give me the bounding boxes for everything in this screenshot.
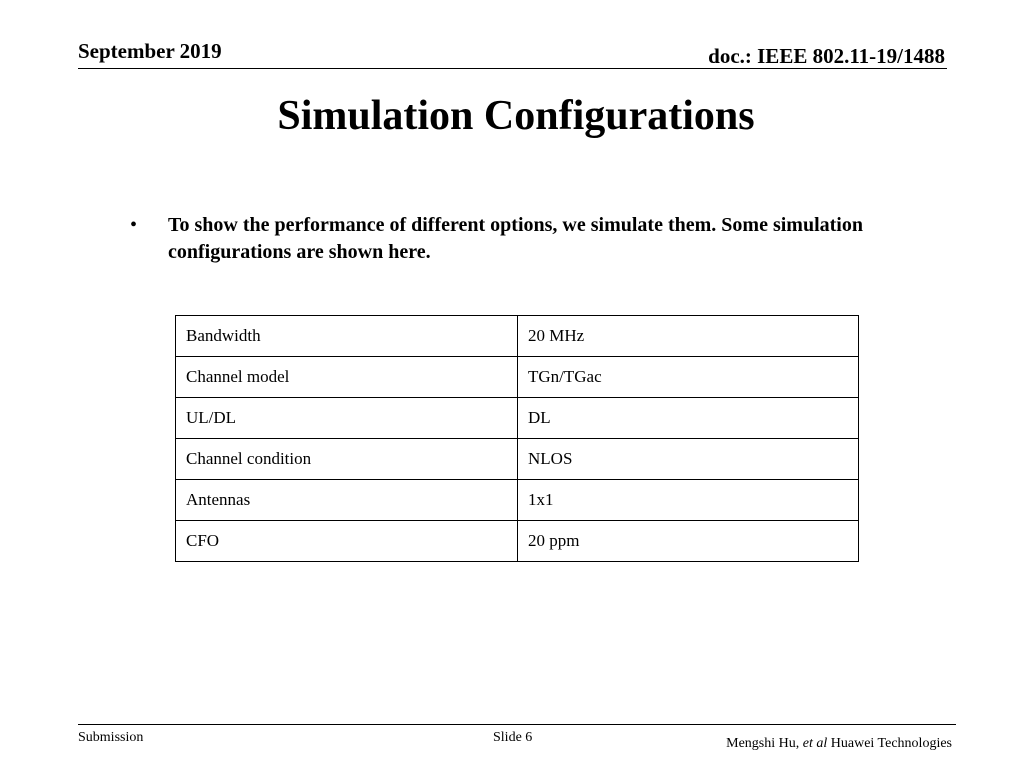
table-cell-value: DL <box>518 398 859 439</box>
table-cell-param: CFO <box>176 521 518 562</box>
bullet-text: To show the performance of different options, we simulate them. Some simulation configurations are shown here. <box>168 214 863 263</box>
table-cell-value: 20 MHz <box>518 316 859 357</box>
table-cell-value: 1x1 <box>518 480 859 521</box>
table-cell-value: TGn/TGac <box>518 357 859 398</box>
footer-author <box>726 735 952 753</box>
table-row <box>176 316 859 357</box>
table-cell-param: Channel condition <box>176 439 518 480</box>
footer-affiliation: Huawei Technologies <box>830 736 952 751</box>
table-cell-param: Channel model <box>176 357 518 398</box>
footer-author-name: Mengshi Hu, <box>726 736 800 751</box>
simulation-config-table <box>175 315 859 562</box>
slide-title: Simulation Configurations <box>277 93 755 139</box>
table-row <box>176 398 859 439</box>
table-cell-value: NLOS <box>518 439 859 480</box>
table-row <box>176 439 859 480</box>
table-cell-param: Bandwidth <box>176 316 518 357</box>
footer-slide-number: Slide 6 <box>493 730 533 745</box>
table-row <box>176 357 859 398</box>
table-cell-param: UL/DL <box>176 398 518 439</box>
footer-divider <box>78 724 956 725</box>
table-row <box>176 480 859 521</box>
footer-et-al: et al <box>802 736 828 751</box>
bullet-marker: • <box>130 214 138 236</box>
table-cell-param: Antennas <box>176 480 518 521</box>
header-divider <box>78 68 947 69</box>
table-cell-value: 20 ppm <box>518 521 859 562</box>
header-date: September 2019 <box>78 39 222 63</box>
table-row <box>176 521 859 562</box>
header-doc-id: doc.: IEEE 802.11-19/1488 <box>708 44 945 68</box>
footer-submission: Submission <box>78 730 144 745</box>
